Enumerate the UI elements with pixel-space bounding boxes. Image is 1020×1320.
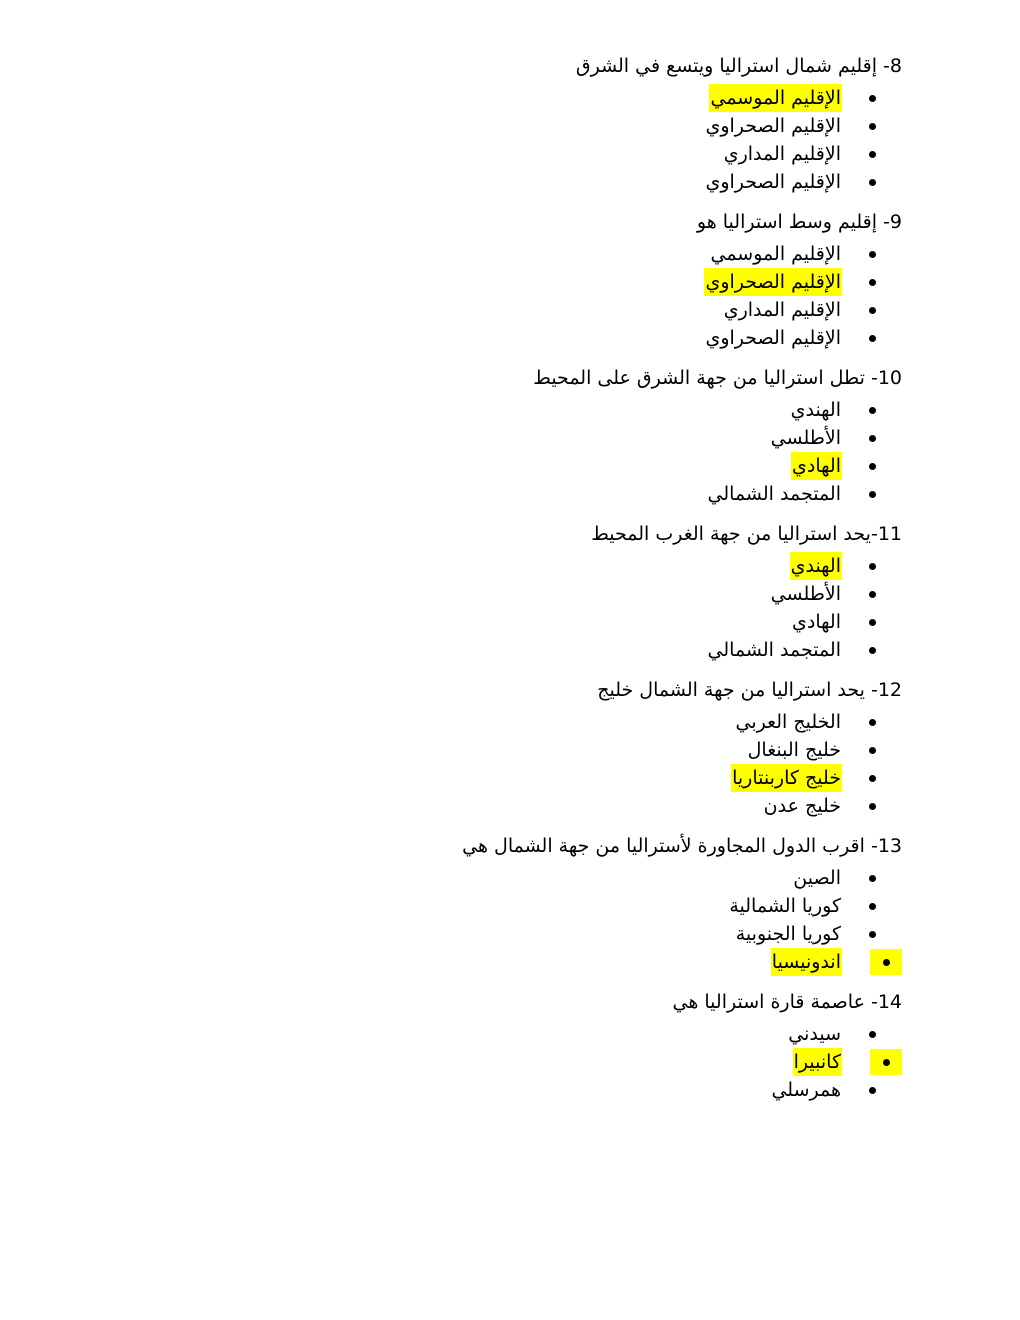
option-text: كوريا الجنوبية <box>735 923 841 945</box>
options-list <box>142 1020 902 1104</box>
bullet-icon <box>869 279 876 286</box>
option-text: خليج البنغال <box>747 739 841 761</box>
option-text: المتجمد الشمالي <box>707 483 841 505</box>
question-block <box>142 988 902 1104</box>
option-item <box>142 396 902 424</box>
option-item <box>142 168 902 196</box>
bullet-cell <box>842 792 902 820</box>
option-text: سيدني <box>788 1023 841 1045</box>
bullet-cell <box>842 112 902 140</box>
bullet-icon <box>869 591 876 598</box>
option-item <box>142 736 902 764</box>
option-text: خليج عدن <box>763 795 841 817</box>
option-answer-highlighted: الهندي <box>790 552 842 580</box>
question-title: 13- اقرب الدول المجاورة لأستراليا من جهة الشمال هي <box>462 835 902 857</box>
question-block <box>142 832 902 976</box>
options-list <box>142 708 902 820</box>
bullet-icon <box>869 491 876 498</box>
option-item <box>142 1020 902 1048</box>
question-block <box>142 208 902 352</box>
bullet-icon <box>883 1059 890 1066</box>
option-text: الإقليم المداري <box>723 143 841 165</box>
bullet-icon <box>869 307 876 314</box>
option-answer-highlighted: الإقليم الصحراوي <box>704 268 842 296</box>
option-text: المتجمد الشمالي <box>707 639 841 661</box>
bullet-cell <box>842 636 902 664</box>
option-text: الأطلسي <box>770 427 841 449</box>
option-item <box>142 708 902 736</box>
option-answer-highlighted: الهادي <box>791 452 842 480</box>
question-block <box>142 520 902 664</box>
bullet-cell <box>842 296 902 324</box>
option-text: همرسلي <box>771 1079 841 1101</box>
bullet-cell <box>842 764 902 792</box>
option-text: الخليج العربي <box>735 711 841 733</box>
bullet-icon <box>869 619 876 626</box>
option-item <box>142 140 902 168</box>
question-title: 14- عاصمة قارة استراليا هي <box>672 991 902 1013</box>
options-list <box>142 552 902 664</box>
question-block <box>142 676 902 820</box>
bullet-cell <box>842 608 902 636</box>
bullet-icon <box>869 151 876 158</box>
bullet-cell <box>842 324 902 352</box>
option-answer-highlighted: كانبيرا <box>793 1048 842 1076</box>
bullet-highlight <box>870 1049 902 1075</box>
bullet-icon <box>869 435 876 442</box>
option-answer-highlighted: خليج كاربنتاريا <box>731 764 842 792</box>
option-text: الإقليم الصحراوي <box>705 115 841 137</box>
option-item <box>142 1048 902 1076</box>
bullet-cell <box>842 552 902 580</box>
question-title: 9- إقليم وسط استراليا هو <box>696 211 902 233</box>
option-item <box>142 452 902 480</box>
option-item <box>142 268 902 296</box>
bullet-highlight <box>870 949 902 975</box>
question-block <box>142 52 902 196</box>
option-item <box>142 112 902 140</box>
bullet-icon <box>869 875 876 882</box>
bullet-icon <box>869 647 876 654</box>
option-answer-highlighted: اندونيسيا <box>771 948 842 976</box>
option-item <box>142 296 902 324</box>
bullet-icon <box>869 179 876 186</box>
option-text: الإقليم الصحراوي <box>705 327 841 349</box>
option-answer-highlighted: الإقليم الموسمي <box>709 84 842 112</box>
bullet-cell <box>842 736 902 764</box>
option-item <box>142 608 902 636</box>
bullet-icon <box>869 719 876 726</box>
bullet-cell <box>842 1076 902 1104</box>
option-item <box>142 636 902 664</box>
bullet-cell <box>842 480 902 508</box>
bullet-cell <box>842 268 902 296</box>
option-item <box>142 240 902 268</box>
bullet-cell <box>842 1048 902 1076</box>
option-text: الإقليم المداري <box>723 299 841 321</box>
bullet-icon <box>869 1031 876 1038</box>
bullet-icon <box>869 931 876 938</box>
question-title: 11-يحد استراليا من جهة الغرب المحيط <box>591 523 902 545</box>
bullet-cell <box>842 948 902 976</box>
bullet-cell <box>842 864 902 892</box>
bullet-cell <box>842 580 902 608</box>
option-item <box>142 892 902 920</box>
option-text: الإقليم الموسمي <box>710 243 841 265</box>
option-text: الأطلسي <box>770 583 841 605</box>
option-item <box>142 1076 902 1104</box>
bullet-icon <box>883 959 890 966</box>
option-item <box>142 792 902 820</box>
option-item <box>142 920 902 948</box>
bullet-icon <box>869 95 876 102</box>
option-item <box>142 580 902 608</box>
question-title: 8- إقليم شمال استراليا ويتسع في الشرق <box>575 55 902 77</box>
bullet-icon <box>869 747 876 754</box>
question-block <box>142 364 902 508</box>
options-list <box>142 864 902 976</box>
option-text: كوريا الشمالية <box>729 895 841 917</box>
bullet-icon <box>869 563 876 570</box>
bullet-cell <box>842 892 902 920</box>
option-item <box>142 84 902 112</box>
bullet-cell <box>842 1020 902 1048</box>
bullet-cell <box>842 708 902 736</box>
option-text: الهادي <box>792 611 841 633</box>
bullet-icon <box>869 803 876 810</box>
bullet-cell <box>842 140 902 168</box>
bullet-cell <box>842 424 902 452</box>
option-item <box>142 424 902 452</box>
bullet-icon <box>869 407 876 414</box>
options-list <box>142 84 902 196</box>
options-list <box>142 396 902 508</box>
bullet-cell <box>842 920 902 948</box>
question-title: 12- يحد استراليا من جهة الشمال خليج <box>597 679 902 701</box>
bullet-cell <box>842 168 902 196</box>
question-title: 10- تطل استراليا من جهة الشرق على المحيط <box>533 367 902 389</box>
bullet-icon <box>869 251 876 258</box>
bullet-icon <box>869 775 876 782</box>
bullet-icon <box>869 335 876 342</box>
bullet-icon <box>869 1087 876 1094</box>
bullet-cell <box>842 396 902 424</box>
option-item <box>142 324 902 352</box>
option-item <box>142 864 902 892</box>
option-text: الإقليم الصحراوي <box>705 171 841 193</box>
options-list <box>142 240 902 352</box>
bullet-icon <box>869 123 876 130</box>
bullet-cell <box>842 84 902 112</box>
option-text: الصين <box>793 867 841 889</box>
option-item <box>142 764 902 792</box>
bullet-icon <box>869 903 876 910</box>
option-item <box>142 480 902 508</box>
bullet-cell <box>842 452 902 480</box>
option-item <box>142 552 902 580</box>
document-page <box>142 52 902 1116</box>
option-text: الهندي <box>790 399 841 421</box>
option-item <box>142 948 902 976</box>
bullet-cell <box>842 240 902 268</box>
bullet-icon <box>869 463 876 470</box>
